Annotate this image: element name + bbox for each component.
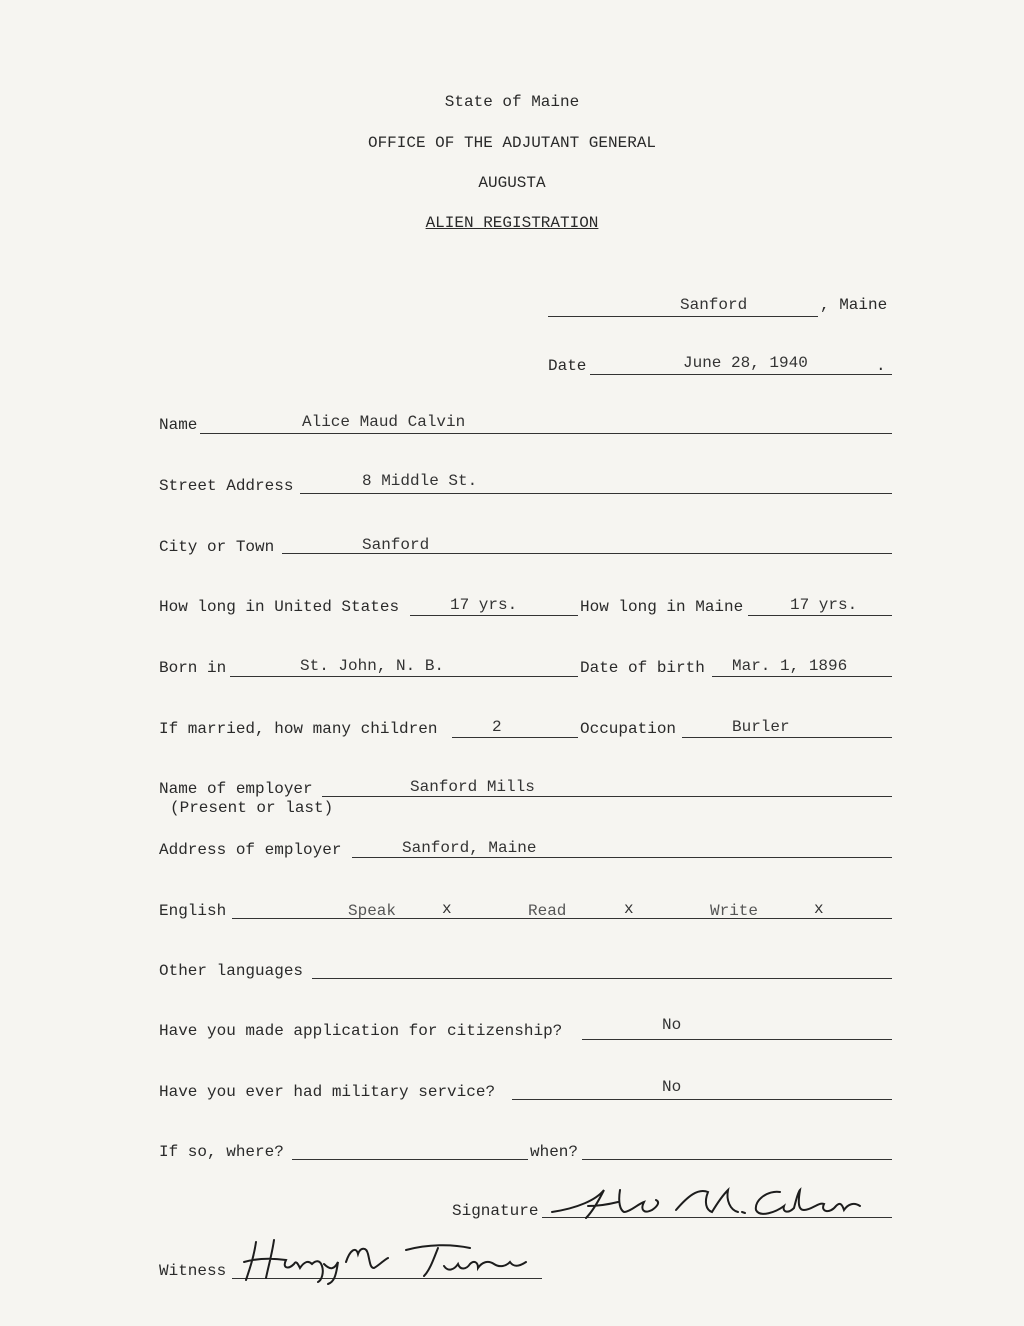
date-line [590,374,892,375]
dob-value: Mar. 1, 1896 [732,657,848,675]
occupation-line [682,737,892,738]
employer-line [322,796,892,797]
street-label: Street Address [159,477,294,495]
where-line [292,1159,528,1160]
speak-label: Speak [348,902,397,920]
employer-label: Name of employer [159,780,313,798]
occupation-label: Occupation [580,720,677,738]
english-label: English [159,902,227,920]
occupation-value: Burler [732,718,790,736]
military-label: Have you ever had military service? [159,1083,496,1101]
town-line [548,316,818,317]
date-period: . [876,357,886,375]
employer-address-label: Address of employer [159,841,342,859]
children-line [452,737,578,738]
maine-time-value: 17 yrs. [790,596,858,614]
when-line [582,1159,892,1160]
witness-handwriting [238,1236,538,1286]
name-label: Name [159,416,198,434]
maine-time-line [748,615,892,616]
military-line [512,1099,892,1100]
state-suffix: , Maine [820,296,888,314]
write-value: x [814,900,824,918]
date-label: Date [548,357,587,375]
citizenship-line [582,1039,892,1040]
signature-label: Signature [452,1202,539,1220]
city-heading: AUGUSTA [478,174,546,192]
office-heading: OFFICE OF THE ADJUTANT GENERAL [367,134,657,152]
name-value: Alice Maud Calvin [302,413,466,431]
other-languages-line [312,978,892,979]
employer-address-line [352,857,892,858]
other-languages-label: Other languages [159,962,304,980]
write-label: Write [710,902,759,920]
read-value: x [624,900,634,918]
dob-line [712,676,892,677]
maine-time-label: How long in Maine [580,598,744,616]
street-value: 8 Middle St. [362,472,478,490]
citizenship-value: No [662,1016,682,1034]
speak-value: x [442,900,452,918]
town-value: Sanford [680,296,748,314]
when-label: when? [530,1143,579,1161]
street-line [300,493,892,494]
citizenship-label: Have you made application for citizenship? [159,1022,563,1040]
born-value: St. John, N. B. [300,657,445,675]
us-time-value: 17 yrs. [450,596,518,614]
city-label: City or Town [159,538,275,556]
children-label: If married, how many children [159,720,438,738]
where-label: If so, where? [159,1143,284,1161]
form-title: ALIEN REGISTRATION [425,214,599,232]
us-time-line [410,615,578,616]
children-value: 2 [492,718,502,736]
dob-label: Date of birth [580,659,705,677]
state-heading: State of Maine [444,93,580,111]
date-value: June 28, 1940 [683,354,808,372]
born-line [230,676,578,677]
employer-value: Sanford Mills [410,778,535,796]
employer-sublabel: (Present or last) [170,799,334,817]
born-label: Born in [159,659,227,677]
read-label: Read [528,902,567,920]
city-value: Sanford [362,536,430,554]
name-line [200,433,892,434]
military-value: No [662,1078,682,1096]
signature-handwriting [548,1182,868,1224]
us-time-label: How long in United States [159,598,400,616]
employer-address-value: Sanford, Maine [402,839,537,857]
witness-label: Witness [159,1262,227,1280]
